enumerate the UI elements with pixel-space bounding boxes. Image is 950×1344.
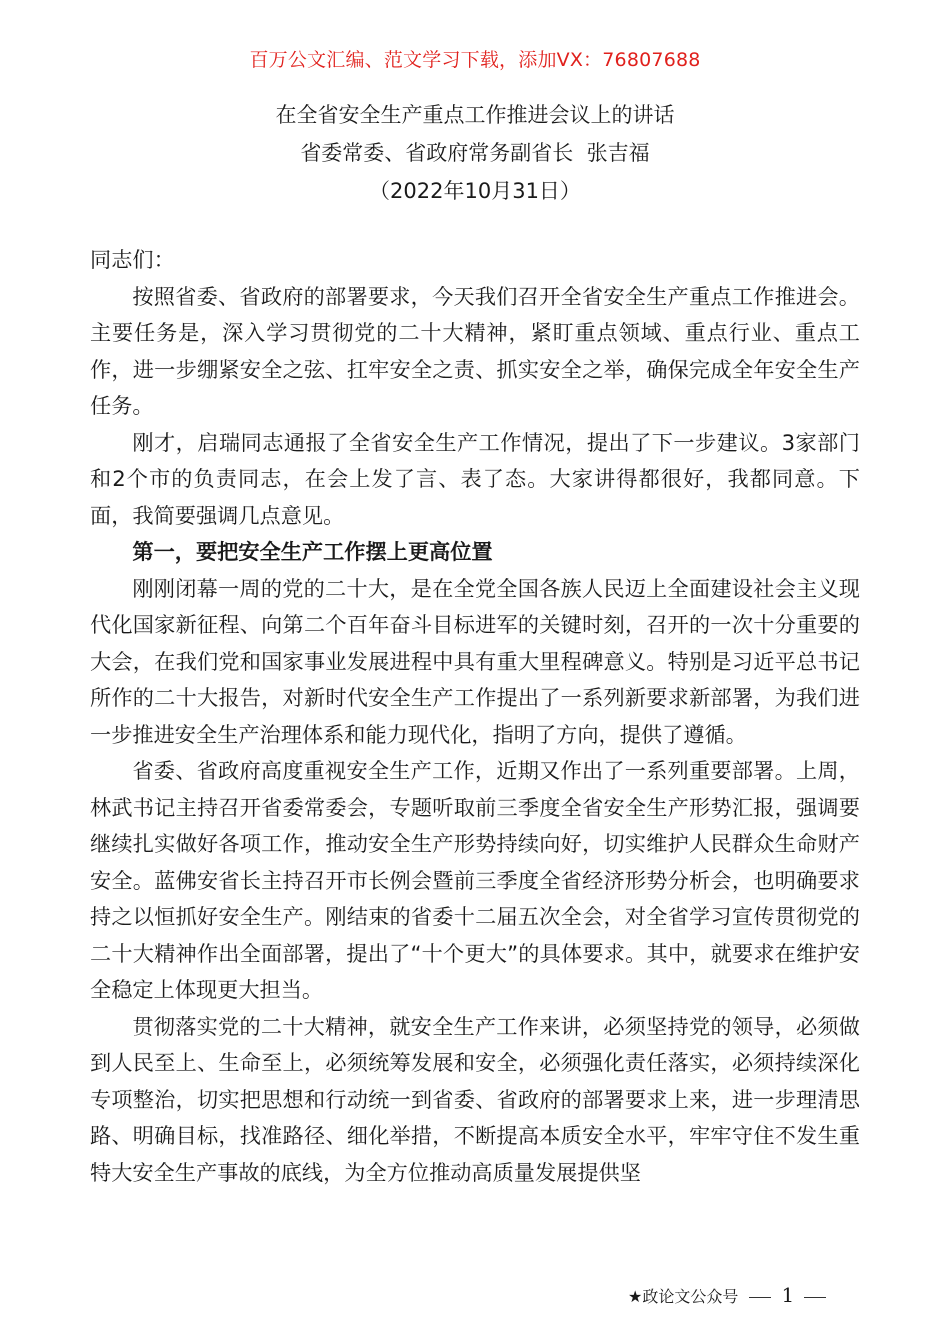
page-footer: [628, 1283, 832, 1309]
dash-divider: [749, 1297, 771, 1298]
paragraph: 刚刚闭幕一周的党的二十大，是在全党全国各族人民迈上全面建设社会主义现代化国家新征程、向第二个百年奋斗目标进军的关键时刻，召开的一次十分重要的大会，在我们党和国家事业发展进程中具有重大里程碑意义。特别是习近平总书记所作的二十大报告，对新时代安全生产工作提出了一系列新要求新部署，为我们进一步推进安全生产治理体系和能力现代化，指明了方向，提供了遵循。: [90, 575, 860, 747]
paragraph: 省委、省政府高度重视安全生产工作，近期又作出了一系列重要部署。上周，林武书记主持召开省委常委会，专题听取前三季度全省安全生产形势汇报，强调要继续扎实做好各项工作，推动安全生产形势持续向好，切实维护人民群众生命财产安全。蓝佛安省长主持召开市长例会暨前三季度全省经济形势分析会，也明确要求持之以恒抓好安全生产。刚结束的省委十二届五次全会，对全省学习宣传贯彻党的二十大精神作出全面部署，提出了“十个更大”的具体要求。其中，就要求在维护安全稳定上体现更大担当。: [90, 758, 860, 1002]
paragraph: 刚才，启瑞同志通报了全省安全生产工作情况，提出了下一步建议。3家部门和2个市的负责同志，在会上发了言、表了态。大家讲得都很好，我都同意。下面，我简要强调几点意见。: [90, 429, 860, 528]
dash-divider: [804, 1297, 826, 1298]
speech-date: （2022年10月31日）: [369, 179, 581, 203]
watermark-banner: 百万公文汇编、范文学习下载，添加VX：76807688: [249, 49, 701, 71]
title-block: [0, 96, 950, 210]
paragraph: 贯彻落实党的二十大精神，就安全生产工作来讲，必须坚持党的领导，必须做到人民至上、生命至上，必须统筹发展和安全，必须强化责任落实，必须持续深化专项整治，切实把思想和行动统一到省委、省政府的部署要求上来，进一步理清思路、明确目标，找准路径、细化举措，不断提高本质安全水平，牢牢守住不发生重特大安全生产事故的底线，为全方位推动高质量发展提供坚: [90, 1013, 860, 1185]
page-number: 1: [781, 1283, 795, 1307]
salutation: 同志们：: [90, 247, 175, 272]
document-title: 在全省安全生产重点工作推进会议上的讲话: [275, 103, 675, 127]
speaker-line: 省委常委、省政府常务副省长 张吉福: [300, 141, 650, 165]
document-body: [90, 242, 860, 1191]
paragraph: 按照省委、省政府的部署要求，今天我们召开全省安全生产重点工作推进会。主要任务是，深入学习贯彻党的二十大精神，紧盯重点领域、重点行业、重点工作，进一步绷紧安全之弦、扛牢安全之责、抓实安全之举，确保完成全年安全生产任务。: [90, 283, 860, 418]
section-heading: 第一，要把安全生产工作摆上更高位置: [132, 539, 493, 564]
footer-source: ★政论文公众号: [628, 1287, 739, 1306]
